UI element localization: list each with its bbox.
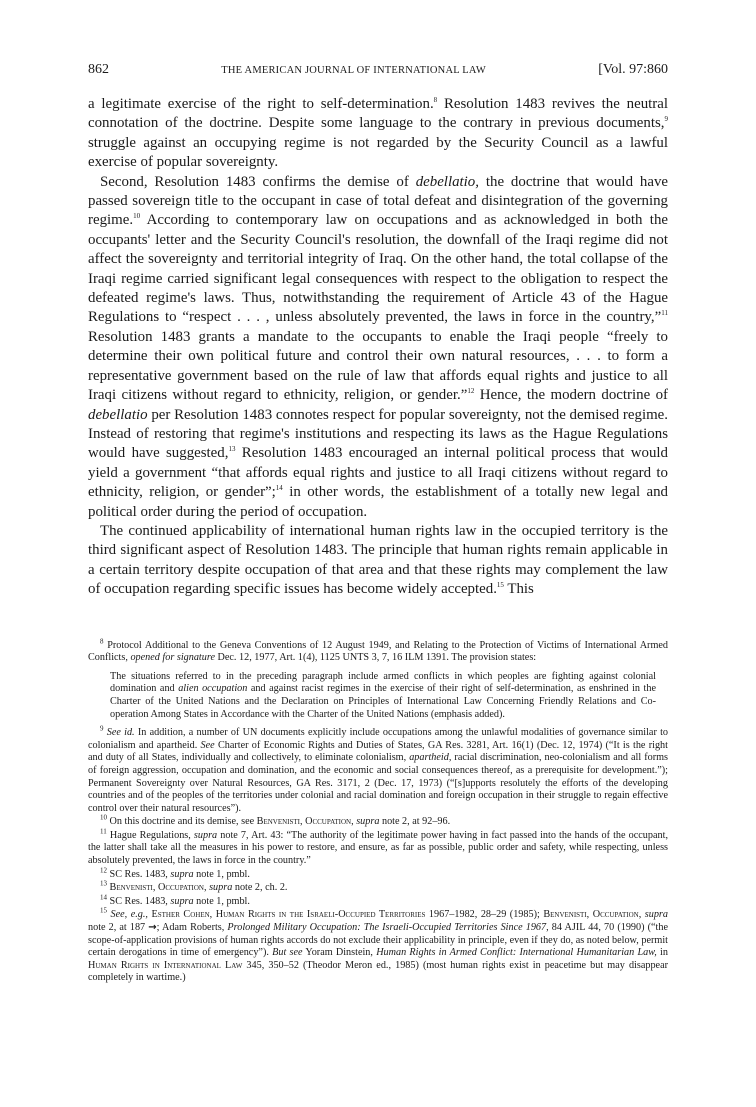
footnote-ref-10[interactable]: 10 <box>133 212 141 221</box>
journal-page <box>88 62 668 986</box>
paragraph-human-rights: The continued applicability of international human rights law in the occupied territory is the third significant aspect of Resolution 1483. The principle that human rights remain applicable in a certain territory despite occupation of that area and that these rights may complement the law of occupation regarding specific issues has become widely accepted.$^{15}$ This <box>88 522 668 598</box>
footnote-ref-8[interactable]: 8 <box>433 96 438 105</box>
body-text <box>88 95 668 600</box>
footnote-ref-13[interactable]: 13 <box>228 445 236 454</box>
footnote-ref-14[interactable]: 14 <box>275 484 283 493</box>
page-number: 862 <box>88 62 109 77</box>
footnote-15: $^{15}$ See, e.g., Esther Cohen, Human Rights in the Israeli-Occupied Territories 1967–1982, 28–29 (1985); Benvenisti, Occupation, supra note 2, at 187 →; Adam Roberts, Prolonged Military Occupation: The Israeli-Occupied Territories Since 1967, 84 AJIL 44, 70 (1990) (“the scope-of-application provisions of human rights accords do not exclude their applicability in principle, even if they do, as noted below, permit certain derogations in time of emergency”). But see Yoram Dinstein, Human Rights in Armed Conflict: International Humanitarian Law, in Human Rights in International Law 345, 350–52 (Theodor Meron ed., 1985) (most human rights exist in peacetime but may disappear completely in wartime.) <box>88 907 668 984</box>
footnote-separator <box>88 600 668 640</box>
journal-title: THE AMERICAN JOURNAL OF INTERNATIONAL LAW <box>221 65 486 76</box>
footnote-ref-15[interactable]: 15 <box>496 581 504 590</box>
footnote-8-blockquote: The situations referred to in the preceding paragraph include armed conflicts in which peoples are fighting against colonial domination and alien occupation and against racist regimes in the exercise of their right of self-determination, as enshrined in the Charter of the United Nations and the Declaration on Principles of International Law Concerning Friendly Relations and Co-operation Among States in Accordance with the Charter of the United Nations (emphasis added). <box>110 670 657 720</box>
footnote-ref-11[interactable]: 11 <box>661 309 668 318</box>
footnote-ref-9[interactable]: 9 <box>664 115 668 124</box>
paragraph-debellatio: Second, Resolution 1483 confirms the demise of debellatio, the doctrine that would have passed sovereign title to the occupant in case of total defeat and disintegration of the governing regime.$^{10}$ According to contemporary law on occupations and as acknowledged in both the occupants' letter and the Security Council's resolution, the downfall of the Iraqi regime did not affect the sovereignty and territorial integrity of Iraq. On the other hand, the total collapse of the Iraqi regime carried significant legal consequences with respect to the obligation to respect the defeated regime's laws. Thus, notwithstanding the requirement of Article 43 of the Hague Regulations to “respect . . . , unless absolutely prevented, the laws in force in the country,”$^{11}$ Resolution 1483 grants a mandate to the occupants to enable the Iraqi people “freely to determine their own political future and control their own natural resources, . . . to form a representative government based on the rule of law that affords equal rights and justice to all Iraqi citizens without regard to ethnicity, religion, or gender.”$^{12}$ Hence, the modern doctrine of debellatio per Resolution 1483 connotes respect for popular sovereignty, not the demised regime. Instead of restoring that regime's institutions and respecting its laws as the Hague Regulations would have suggested,$^{13}$ Resolution 1483 encouraged an internal political process that would yield a government “that affords equal rights and justice to all Iraqi citizens without regard to ethnicity, religion, or gender”;$^{14}$ in other words, the establishment of a totally new legal and political order during the period of occupation. <box>88 173 668 520</box>
footnote-14: $^{14}$ SC Res. 1483, supra note 1, pmbl. <box>100 893 250 907</box>
footnote-8: $^8$ Protocol Additional to the Geneva Conventions of 12 August 1949, and Relating to the Protection of Victims of International Armed Conflicts, opened for signature Dec. 12, 1977, Art. 1(4), 1125 UNTS 3, 7, 16 ILM 1391. The provision states: <box>88 637 668 664</box>
footnote-12: $^{12}$ SC Res. 1483, supra note 1, pmbl. <box>100 866 250 880</box>
footnote-10: $^{10}$ On this doctrine and its demise, see Benvenisti, Occupation, supra note 2, at 92–96. <box>100 813 451 828</box>
paragraph-self-determination: a legitimate exercise of the right to self-determination.$^8$ Resolution 1483 revives the neutral connotation of the doctrine. Despite some language to the contrary in previous documents,$^9$ struggle against an occupying regime is not regarded by the Security Council as a lawful exercise of popular sovereignty. <box>88 96 668 171</box>
footnote-9: $^9$ See id. In addition, a number of UN documents explicitly include occupations among the unlawful modalities of governance similar to colonialism and apartheid. See Charter of Economic Rights and Duties of States, GA Res. 3281, Art. 16(1) (Dec. 12, 1974) (“It is the right and duty of all States, individually and collectively, to eliminate colonialism, apartheid, racial discrimination, neo-colonialism and all forms of foreign aggression, occupation and domination, and the economic and social consequences thereof, as a prerequisite for development.”); Permanent Sovereignty over Natural Resources, GA Res. 3171, 2 (Dec. 17, 1973) (“[s]upports resolutely the efforts of the developing countries and of the peoples of the territories under colonial and racial domination and foreign occupation in their struggle to regain effective control over their natural resources”). <box>88 724 668 814</box>
footnote-ref-12[interactable]: 12 <box>467 387 475 396</box>
footnote-13: $^{13}$ Benvenisti, Occupation, supra note 2, ch. 2. <box>100 879 288 894</box>
footnote-11: $^{11}$ Hague Regulations, supra note 7, Art. 43: “The authority of the legitimate power having in fact passed into the hands of the occupant, the latter shall take all the measures in his power to restore, and ensure, as far as possible, public order and safety, while respecting, unless absolutely prevented, the laws in force in the country.” <box>88 827 668 867</box>
volume-citation: [Vol. 97:860 <box>598 62 668 77</box>
footnotes <box>88 637 668 985</box>
arrow-right-icon: → <box>148 922 157 934</box>
running-header <box>88 62 668 84</box>
